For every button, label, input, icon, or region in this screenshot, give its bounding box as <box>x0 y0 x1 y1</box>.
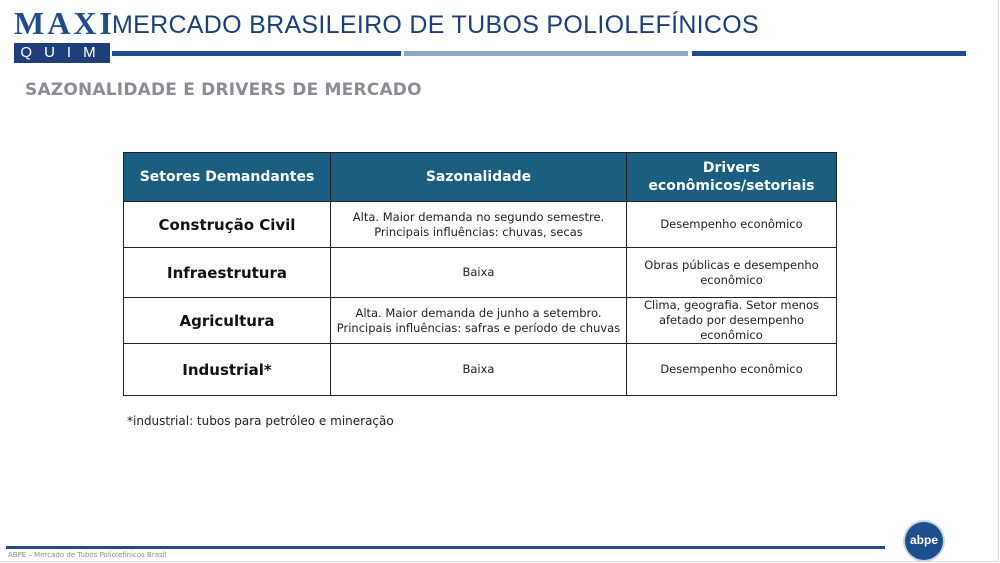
maxiquim-logo <box>14 5 115 61</box>
header-seasonality: Sazonalidade <box>331 153 627 202</box>
sector-cell: Agricultura <box>124 298 331 344</box>
sector-cell: Infraestrutura <box>124 248 331 298</box>
table-row <box>124 202 837 248</box>
drivers-cell: Obras públicas e desempenho econômico <box>627 248 837 298</box>
section-subtitle: SAZONALIDADE E DRIVERS DE MERCADO <box>25 80 422 100</box>
logo-bottom-text: QUIM <box>14 43 110 63</box>
title-underline-segment-2 <box>404 51 688 56</box>
table-row <box>124 344 837 396</box>
header-drivers: Drivers econômicos/setoriais <box>627 153 837 202</box>
footer-divider <box>6 546 885 549</box>
logo-top-text: MAXI <box>14 5 115 41</box>
seasonality-cell: Baixa <box>331 248 627 298</box>
header-sectors: Setores Demandantes <box>124 153 331 202</box>
sector-cell: Industrial* <box>124 344 331 396</box>
table-header-row <box>124 153 837 202</box>
footnote: *industrial: tubos para petróleo e mineração <box>127 414 394 428</box>
seasonality-cell: Alta. Maior demanda no segundo semestre. Principais influências: chuvas, secas <box>331 202 627 248</box>
seasonality-table <box>123 152 837 396</box>
title-underline-segment-1 <box>112 51 401 56</box>
drivers-cell: Desempenho econômico <box>627 344 837 396</box>
title-underline-segment-3 <box>692 51 966 56</box>
seasonality-cell: Baixa <box>331 344 627 396</box>
seasonality-cell: Alta. Maior demanda de junho a setembro. Principais influências: safras e período de chuvas <box>331 298 627 344</box>
drivers-cell: Clima, geografia. Setor menos afetado por desempenho econômico <box>627 298 837 344</box>
footer-text: ABPE – Mercado de Tubos Poliolefínicos Brasil <box>8 551 167 559</box>
sector-cell: Construção Civil <box>124 202 331 248</box>
abpe-logo: abpe <box>905 522 943 560</box>
drivers-cell: Desempenho econômico <box>627 202 837 248</box>
slide-title: MERCADO BRASILEIRO DE TUBOS POLIOLEFÍNICOS <box>112 11 759 39</box>
table-row <box>124 248 837 298</box>
table-row <box>124 298 837 344</box>
